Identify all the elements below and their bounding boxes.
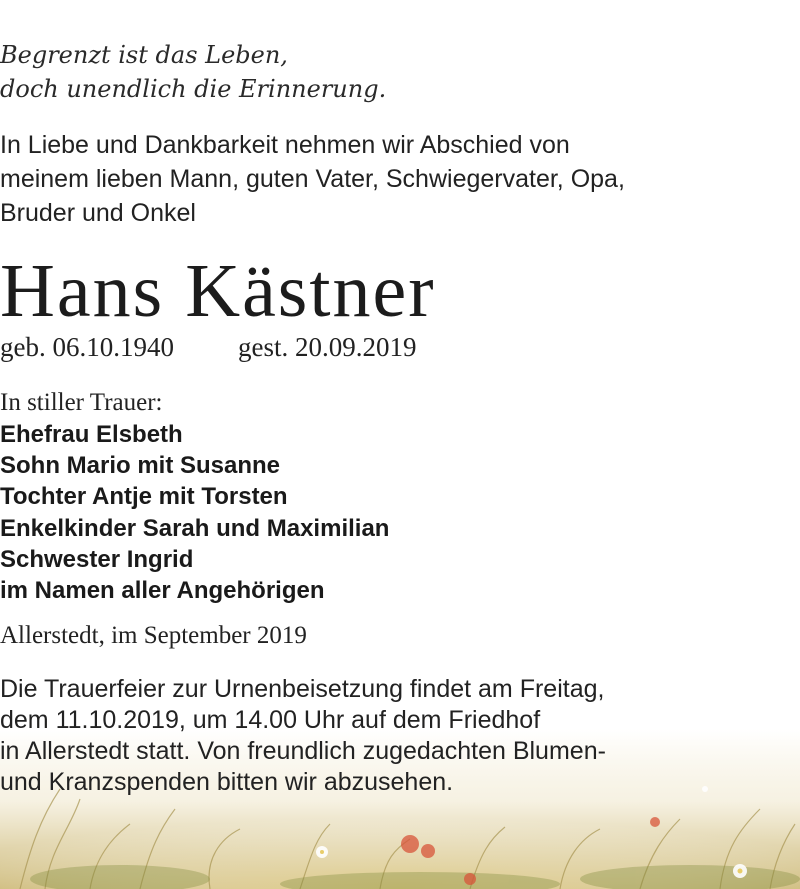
birth-date: geb. 06.10.1940 [0, 332, 174, 362]
intro-text [0, 128, 800, 230]
mourning-heading: In stiller Trauer: [0, 389, 163, 416]
intro-line-3: Bruder und Onkel [0, 199, 196, 227]
mourner-item: Ehefrau Elsbeth [0, 421, 183, 448]
life-dates [0, 330, 800, 364]
mourner-item: Enkelkinder Sarah und Maximilian [0, 514, 390, 542]
mourners-list [0, 419, 800, 606]
service-line-4: und Kranzspenden bitten wir abzusehen. [0, 768, 454, 796]
intro-line-1: In Liebe und Dankbarkeit nehmen wir Abschied von [0, 131, 570, 159]
intro-line-2: meinem lieben Mann, guten Vater, Schwiegervater, Opa, [0, 165, 625, 193]
service-line-3: in Allerstedt statt. Von freundlich zugedachten Blumen- [0, 737, 606, 765]
death-date: gest. 20.09.2019 [237, 332, 417, 362]
service-line-1: Die Trauerfeier zur Urnenbeisetzung findet am Freitag, [0, 675, 605, 703]
deceased-name: Hans Kästner [0, 249, 436, 333]
mourner-item: im Namen aller Angehörigen [0, 577, 325, 605]
motto-line-2: doch unendlich die Erinnerung. [0, 75, 387, 103]
service-line-2: dem 11.10.2019, um 14.00 Uhr auf dem Friedhof [0, 706, 541, 734]
motto [0, 38, 800, 106]
place-and-date: Allerstedt, im September 2019 [0, 622, 307, 649]
mourner-item: Tochter Antje mit Torsten [0, 483, 288, 511]
motto-line-1: Begrenzt ist das Leben, [0, 41, 288, 69]
mourner-item: Schwester Ingrid [0, 545, 194, 573]
funeral-service-info [0, 674, 800, 798]
mourner-item: Sohn Mario mit Susanne [0, 452, 281, 480]
